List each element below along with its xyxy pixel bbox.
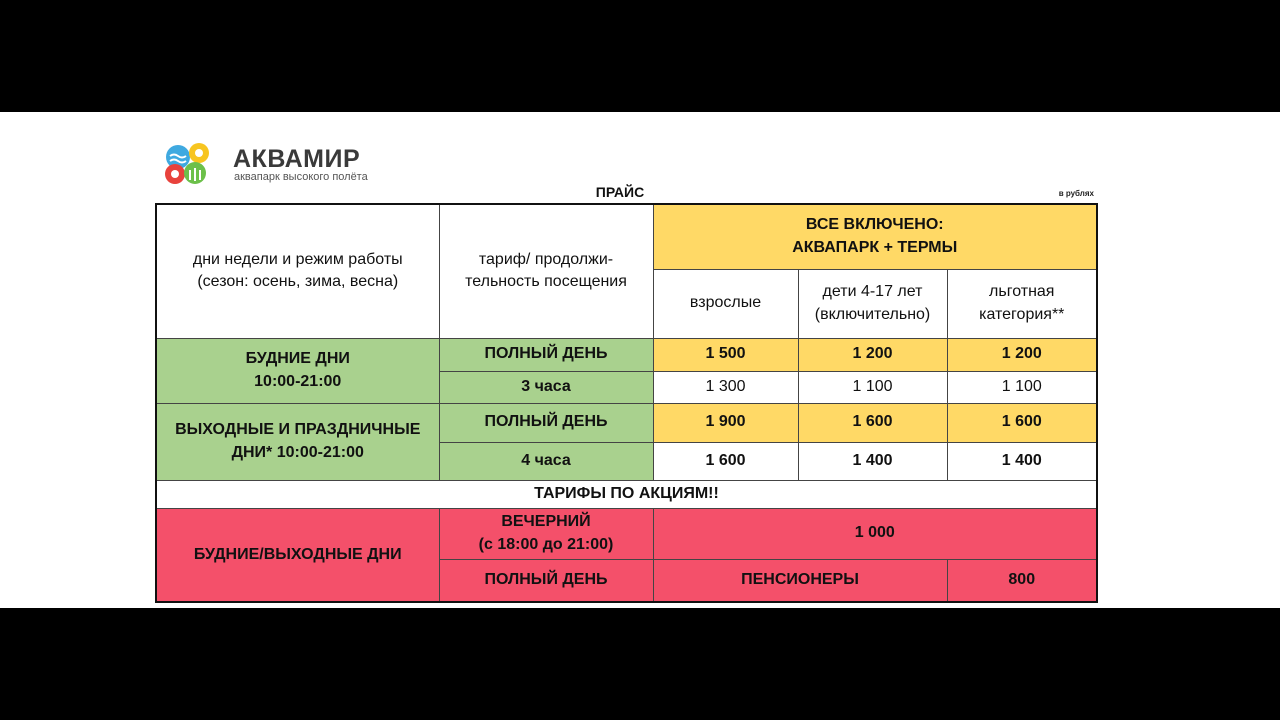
weekends-4h-children: 1 400 xyxy=(798,442,947,480)
weekends-4h-benefit: 1 400 xyxy=(947,442,1097,480)
brand-tagline: аквапарк высокого полёта xyxy=(234,171,368,183)
all-inclusive-line1: ВСЕ ВКЛЮЧЕНО: xyxy=(805,216,944,234)
weekdays-label xyxy=(156,338,439,403)
all-inclusive-line2: АКВАПАРК + ТЕРМЫ xyxy=(792,238,958,256)
weekends-fullday-adults: 1 900 xyxy=(653,403,798,442)
brand-logo xyxy=(163,140,403,186)
weekends-4h-tariff: 4 часа xyxy=(439,442,653,480)
price-table xyxy=(155,203,1098,603)
promo-pensioners-label: ПЕНСИОНЕРЫ xyxy=(653,559,947,602)
tariff-header: тариф/ продолжи-тельность посещения xyxy=(439,204,653,338)
col-benefit-line2: категория** xyxy=(979,305,1065,323)
weekdays-3h-children: 1 100 xyxy=(798,371,947,403)
weekends-label-line2: ДНИ* 10:00-21:00 xyxy=(231,443,364,461)
weekdays-fullday-benefit: 1 200 xyxy=(947,338,1097,371)
col-children-line2: (включительно) xyxy=(814,305,931,323)
col-benefit xyxy=(947,269,1097,338)
price-title: ПРАЙС xyxy=(595,184,645,200)
col-benefit-line1: льготная xyxy=(989,283,1055,301)
weekends-label-line1: ВЫХОДНЫЕ И ПРАЗДНИЧНЫЕ xyxy=(175,421,421,439)
weekdays-3h-adults: 1 300 xyxy=(653,371,798,403)
weekdays-3h-tariff: 3 часа xyxy=(439,371,653,403)
weekdays-label-line1: БУДНИЕ ДНИ xyxy=(245,350,350,368)
logo-drops-icon xyxy=(163,140,227,186)
col-adults: взрослые xyxy=(653,269,798,338)
promo-evening-price: 1 000 xyxy=(653,508,1097,559)
weekends-4h-adults: 1 600 xyxy=(653,442,798,480)
promo-pensioners-price: 800 xyxy=(947,559,1097,602)
promo-fullday-tariff: ПОЛНЫЙ ДЕНЬ xyxy=(439,559,653,602)
promo-days-label: БУДНИЕ/ВЫХОДНЫЕ ДНИ xyxy=(156,508,439,602)
promo-evening-line2: (с 18:00 до 21:00) xyxy=(478,535,614,553)
weekends-fullday-benefit: 1 600 xyxy=(947,403,1097,442)
all-inclusive-header xyxy=(653,204,1097,269)
brand-name: АКВАМИР xyxy=(233,145,361,173)
promo-title: ТАРИФЫ ПО АКЦИЯМ!! xyxy=(156,480,1097,508)
days-header: дни недели и режим работы (сезон: осень, зима, весна) xyxy=(156,204,439,338)
promo-evening-line1: ВЕЧЕРНИЙ xyxy=(501,513,591,531)
weekdays-fullday-children: 1 200 xyxy=(798,338,947,371)
weekends-fullday-children: 1 600 xyxy=(798,403,947,442)
currency-note: в рублях xyxy=(1058,189,1094,198)
weekdays-fullday-tariff: ПОЛНЫЙ ДЕНЬ xyxy=(439,338,653,371)
col-children-line1: дети 4-17 лет xyxy=(822,283,923,301)
weekends-fullday-tariff: ПОЛНЫЙ ДЕНЬ xyxy=(439,403,653,442)
weekdays-label-line2: 10:00-21:00 xyxy=(254,372,342,390)
weekdays-3h-benefit: 1 100 xyxy=(947,371,1097,403)
weekends-label xyxy=(156,403,439,480)
weekdays-fullday-adults: 1 500 xyxy=(653,338,798,371)
promo-evening-tariff xyxy=(439,508,653,559)
col-children xyxy=(798,269,947,338)
